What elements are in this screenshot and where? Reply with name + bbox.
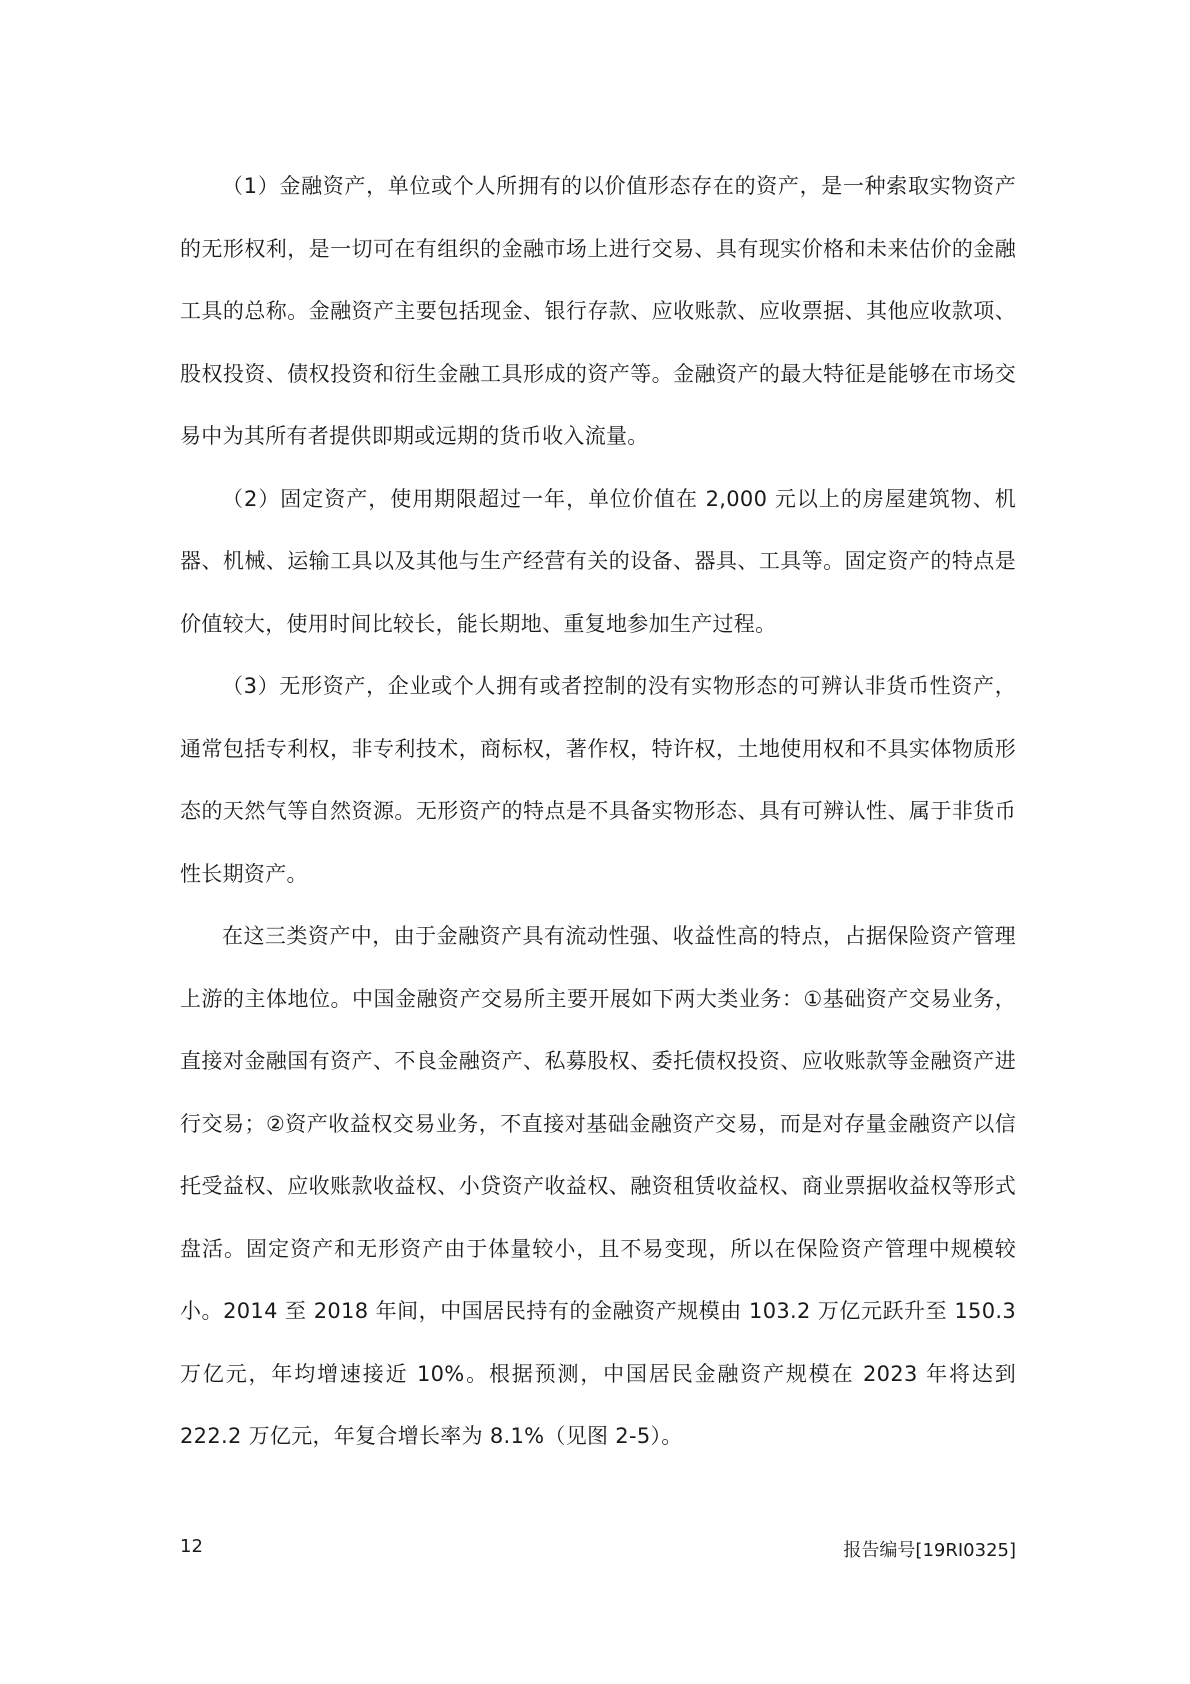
paragraph-fixed-assets: （2）固定资产，使用期限超过一年，单位价值在 2,000 元以上的房屋建筑物、机器、机械、运输工具以及其他与生产经营有关的设备、器具、工具等。固定资产的特点是价值较大，使用时间比较长，能长期地、重复地参加生产过程。: [180, 486, 1016, 636]
paragraph-financial-assets: （1）金融资产，单位或个人所拥有的以价值形态存在的资产，是一种索取实物资产的无形权利，是一切可在有组织的金融市场上进行交易、具有现实价格和未来估价的金融工具的总称。金融资产主要包括现金、银行存款、应收账款、应收票据、其他应收款项、股权投资、债权投资和衍生金融工具形成的资产等。金融资产的最大特征是能够在市场交易中为其所有者提供即期或远期的货币收入流量。: [180, 174, 1016, 448]
body-text: [180, 155, 1016, 1468]
paragraph-summary: 在这三类资产中，由于金融资产具有流动性强、收益性高的特点，占据保险资产管理上游的主体地位。中国金融资产交易所主要开展如下两大类业务：①基础资产交易业务，直接对金融国有资产、不良金融资产、私募股权、委托债权投资、应收账款等金融资产进行交易；②资产收益权交易业务，不直接对基础金融资产交易，而是对存量金融资产以信托受益权、应收账款收益权、小贷资产收益权、融资租赁收益权、商业票据收益权等形式盘活。固定资产和无形资产由于体量较小，且不易变现，所以在保险资产管理中规模较小。2014 至 2018 年间，中国居民持有的金融资产规模由 103.2 万亿元跃升至 150.3 万亿元，年均增速接近 10%。根据预测，中国居民金融资产规模在 2023 年将达到 222.2 万亿元，年复合增长率为 8.1%（见图 2-5）。: [180, 924, 1016, 1448]
report-number: 报告编号[19RI0325]: [843, 1540, 1016, 1561]
paragraph-intangible-assets: （3）无形资产，企业或个人拥有或者控制的没有实物形态的可辨认非货币性资产，通常包括专利权，非专利技术，商标权，著作权，特许权，土地使用权和不具实体物质形态的天然气等自然资源。无形资产的特点是不具备实物形态、具有可辨认性、属于非货币性长期资产。: [180, 674, 1016, 886]
page-number: 12: [180, 1536, 203, 1557]
page-footer: [180, 1536, 1016, 1564]
